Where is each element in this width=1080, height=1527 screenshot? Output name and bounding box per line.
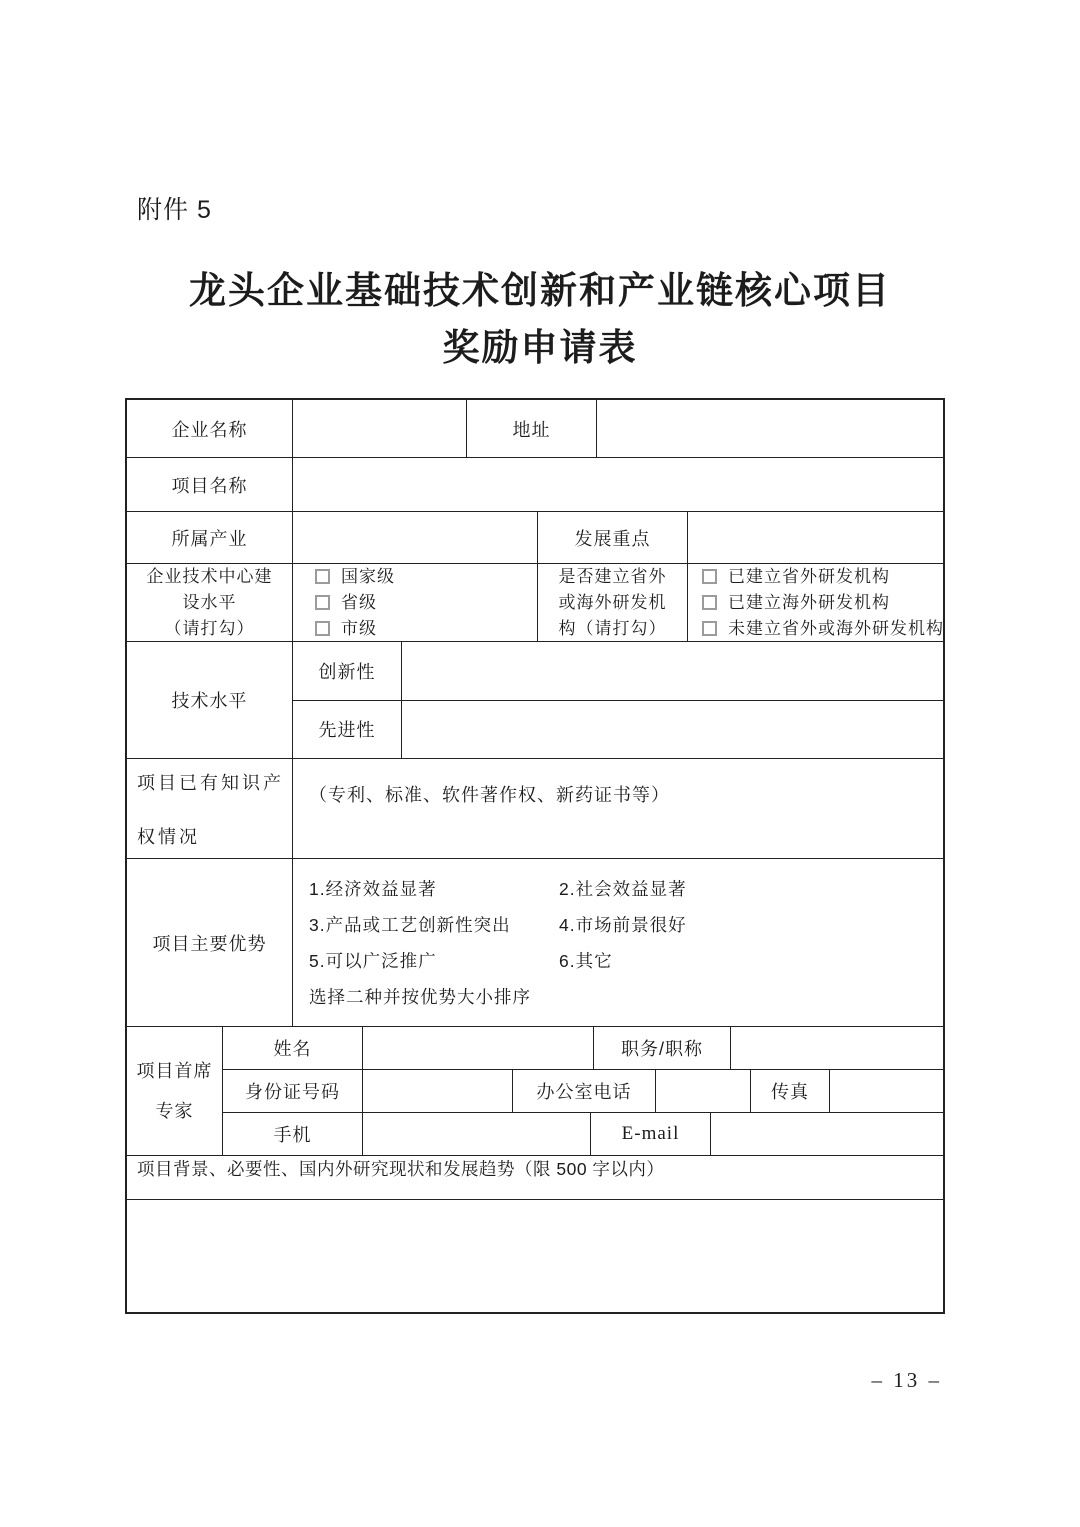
tech-level-subrows	[293, 642, 943, 758]
row-background-field	[127, 1200, 943, 1312]
expert-id-label: 身份证号码	[223, 1070, 363, 1112]
expert-mobile-subrow	[223, 1113, 943, 1155]
application-form-table	[125, 398, 945, 1314]
overseas-rd-options	[688, 564, 944, 641]
advancement-field	[402, 701, 943, 759]
row-tech-center	[127, 564, 943, 642]
row-tech-level	[127, 642, 943, 759]
expert-id-field	[363, 1070, 513, 1112]
ip-label: 项目已有知识产 权情况	[127, 759, 293, 858]
option-city-level: 市级	[315, 616, 377, 642]
row-background-header	[127, 1156, 943, 1200]
advantages-label: 项目主要优势	[127, 859, 293, 1026]
page-title-line2: 奖励申请表	[442, 327, 638, 368]
address-field	[597, 400, 943, 457]
row-advantages	[127, 859, 943, 1027]
page-title	[0, 262, 1080, 376]
office-phone-field	[656, 1070, 751, 1112]
advantages-note: 选择二种并按优势大小排序	[309, 986, 531, 1007]
checkbox-icon	[702, 595, 717, 610]
ip-field	[293, 759, 943, 858]
option-no-rd: 未建立省外或海外研发机构	[702, 616, 944, 642]
development-focus-label: 发展重点	[538, 512, 688, 563]
development-focus-field	[688, 512, 943, 563]
option-established-overseas-rd: 已建立海外研发机构	[702, 590, 890, 616]
project-name-field	[293, 458, 943, 511]
option-province-level: 省级	[315, 590, 377, 616]
option-national-level: 国家级	[315, 564, 395, 590]
advantage-1: 1.经济效益显著	[309, 879, 437, 900]
fax-label: 传真	[751, 1070, 830, 1112]
page-title-line1: 龙头企业基础技术创新和产业链核心项目	[189, 270, 891, 311]
option-established-province-rd: 已建立省外研发机构	[702, 564, 890, 590]
mobile-field	[363, 1113, 591, 1155]
advantages-field	[293, 859, 943, 1026]
expert-name-field	[363, 1027, 594, 1069]
email-field	[711, 1113, 943, 1155]
advantage-3: 3.产品或工艺创新性突出	[309, 915, 511, 936]
fax-field	[830, 1070, 943, 1112]
innovation-subrow	[293, 642, 943, 701]
innovation-field	[402, 642, 943, 700]
advantage-5: 5.可以广泛推广	[309, 950, 437, 971]
advantage-6: 6.其它	[559, 950, 613, 971]
advantage-2: 2.社会效益显著	[559, 879, 687, 900]
checkbox-icon	[315, 621, 330, 636]
chief-expert-subrows	[223, 1027, 943, 1155]
ip-hint: （专利、标准、软件著作权、新药证书等）	[309, 785, 670, 805]
row-company-address	[127, 400, 943, 458]
expert-name-subrow	[223, 1027, 943, 1070]
background-field	[127, 1200, 943, 1312]
project-name-label: 项目名称	[127, 458, 293, 511]
background-label: 项目背景、必要性、国内外研究现状和发展趋势（限 500 字以内）	[137, 1159, 665, 1179]
expert-id-subrow	[223, 1070, 943, 1113]
chief-expert-label: 项目首席 专家	[127, 1027, 223, 1155]
address-label: 地址	[467, 400, 597, 457]
row-industry-focus	[127, 512, 943, 564]
tech-center-level-options	[293, 564, 538, 641]
expert-name-label: 姓名	[223, 1027, 363, 1069]
checkbox-icon	[702, 621, 717, 636]
expert-title-label: 职务/职称	[594, 1027, 731, 1069]
email-label: E-mail	[591, 1113, 711, 1155]
company-name-label: 企业名称	[127, 400, 293, 457]
industry-label: 所属产业	[127, 512, 293, 563]
tech-center-label: 企业技术中心建 设水平 （请打勾）	[127, 564, 293, 641]
row-ip	[127, 759, 943, 859]
row-chief-expert	[127, 1027, 943, 1156]
advancement-label: 先进性	[293, 701, 402, 759]
checkbox-icon	[315, 569, 330, 584]
expert-title-field	[731, 1027, 943, 1069]
attachment-label: 附件 5	[137, 196, 212, 224]
advantage-4: 4.市场前景很好	[559, 915, 687, 936]
office-phone-label: 办公室电话	[513, 1070, 656, 1112]
company-name-field	[293, 400, 467, 457]
page-number: – 13 –	[871, 1368, 942, 1392]
row-project-name	[127, 458, 943, 512]
advancement-subrow	[293, 701, 943, 759]
mobile-label: 手机	[223, 1113, 363, 1155]
overseas-rd-label: 是否建立省外 或海外研发机 构（请打勾）	[538, 564, 688, 641]
checkbox-icon	[315, 595, 330, 610]
checkbox-icon	[702, 569, 717, 584]
industry-field	[293, 512, 538, 563]
innovation-label: 创新性	[293, 642, 402, 700]
tech-level-label: 技术水平	[127, 642, 293, 758]
